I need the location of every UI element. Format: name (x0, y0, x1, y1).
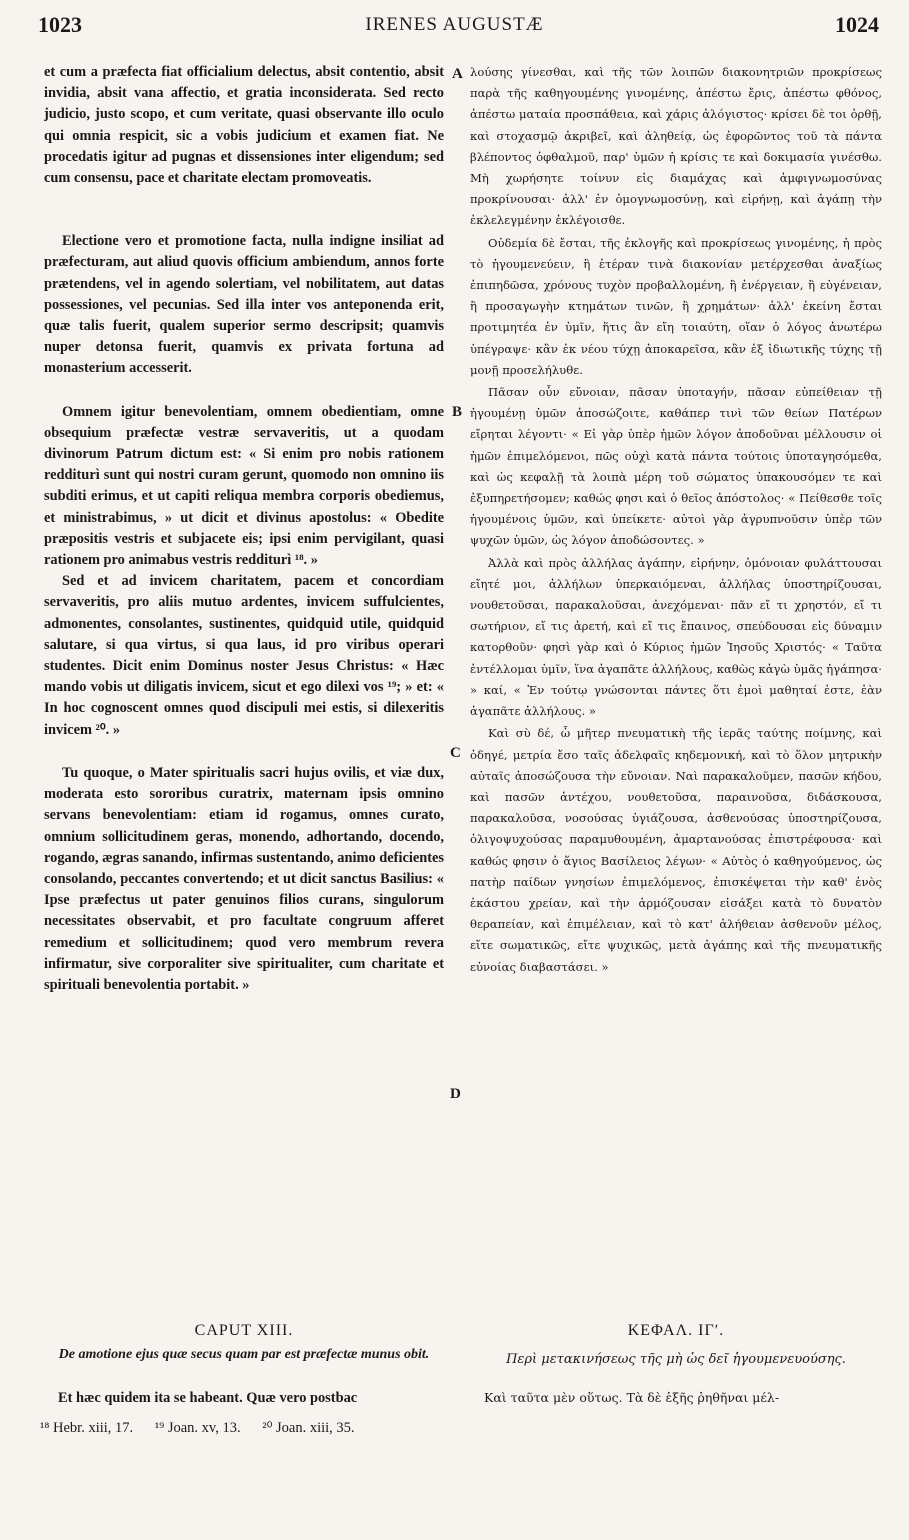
greek-chapter-subtitle: Περὶ μετακινήσεως τῆς μὴ ὡς δεῖ ἡγουμενευούσης. (506, 1352, 846, 1367)
page-header (0, 8, 909, 42)
latin-paragraph-5: Tu quoque, o Mater spiritualis sacri hujus ovilis, et viæ dux, moderata esto sororibus curatrix, maternam ipsis omnino servans benevolentiam: etiam id rogamus, omnes curato, omnium sollicitudinem geras, monendo, adhortando, docendo, rogando, ægras sanando, infirmas sustentando, animo deficientes consolando, peccantes convertendo; et ut dicit sanctus Basilius: « Ipse præfectus ut pater genuinos filios curans, singulorum necessitates observabit, et pro facultate congruum afferet remedium et sollicitudinem; quod vero membrum revera infirmatur, sive corporaliter sive spiritualiter, cum charitate et spirituali benevolentia portabit. » (44, 764, 444, 993)
running-title: IRENES AUGUSTÆ (365, 14, 544, 35)
greek-continuation-line: Καὶ ταῦτα μὲν οὕτως. Τὰ δὲ ἑξῆς ῥηθῆναι μέλ- (484, 1390, 780, 1405)
footnotes (40, 1420, 480, 1437)
greek-column (470, 62, 882, 1407)
footnote-20: ²⁰ Joan. xiii, 35. (262, 1420, 355, 1436)
latin-paragraph-1: et cum a præfecta fiat officialium delectus, absit contentio, absit invidia, absit vana affectio, et gratia inconsiderata. Sed recto judicio, justo scopo, et cum veritate, quasi observante illo oculo qui omnia respicit, sic a vobis judicium et examen fiat. Ne procedatis igitur ad pugnas et dissensiones inter eligendum; sed cum consensu, pace et charitate electam promoveatis. (44, 64, 444, 187)
footnote-18: ¹⁸ Hebr. xiii, 17. (40, 1420, 134, 1436)
margin-letter-b: B (452, 404, 463, 420)
footnote-19: ¹⁹ Joan. xv, 13. (154, 1420, 241, 1436)
margin-letter-d: D (450, 1086, 461, 1102)
page-number-right: 1024 (835, 12, 879, 37)
greek-chapter-heading: ΚΕΦΑΛ. ΙΓʹ. (627, 1322, 725, 1339)
greek-paragraph-4: Ἀλλὰ καὶ πρὸς ἀλλήλας ἀγάπην, εἰρήνην, ὁμόνοιαν φυλάττουσαι εἴητέ μοι, ἀλλήλων ὑπερκαιόμεναι, ἀλλήλας ὑποστηρίζουσαι, νουθετοῦσαι, παρακαλοῦσαι, ἀνεχόμεναι· πᾶν εἴ τι χρηστόν, εἴ τι σωτήριον, εἴ τις ἀρετή, καὶ εἴ τις ἔπαινος, σπεύδουσαι εἰς δύναμιν κατορθοῦν· φησὶ γὰρ καὶ ὁ Κύριος ἡμῶν Ἰησοῦς Χριστός· « Ταῦτα ἐντέλλομαι ὑμῖν, ἵνα ἀγαπᾶτε ἀλλήλους, καθὼς κἀγὼ ὑμᾶς ἠγάπησα· » καί, « Ἐν τούτῳ γνώσονται πάντες ὅτι ἐμοὶ μαθηταί ἐστε, ἐὰν ἀγαπᾶτε ἀλλήλους. » (470, 555, 882, 719)
margin-letter-c: C (450, 745, 461, 761)
greek-paragraph-1: λούσης γίνεσθαι, καὶ τῆς τῶν λοιπῶν διακονητριῶν προκρίσεως παρὰ τῆς καθηγουμένης γινομένης, ἀπέστω ἔρις, ἀπέστω φθόνος, ἀπέστω ματαία προσπάθεια, καὶ χάρις ἀλόγιστος· κρίσει δὲ τοι ὀρθῇ, καὶ στοχασμῷ ἀκριβεῖ, καὶ ἀληθείᾳ, ὡς ἐφορῶντος τοῦ τὰ πάντα βλέποντος ὀφθαλμοῦ, παρ' ὑμῶν ἡ κρίσις τε καὶ δοκιμασία γινέσθω. Μὴ χωρήσητε τοίνυν εἰς διαμάχας καὶ ἀμφιγνωμοσύνας προκρίνουσαι· ἀλλ' ἐν ὁμογνωμοσύνῃ, καὶ εἰρήνῃ, καὶ ἀγάπῃ τὴν ἐκλελεγμένην ἐκλέγοισθε. (470, 65, 882, 228)
margin-letter-a: A (452, 66, 463, 82)
greek-paragraph-5: Καὶ σὺ δέ, ὦ μῆτερ πνευματικὴ τῆς ἱερᾶς ταύτης ποίμνης, καὶ ὁδηγέ, μετρία ἔσο ταῖς ἀδελφαῖς κηδεμονική, καὶ τὸ ὅλον μητρικὴν αὐταῖς ἀποσώζουσα τὴν εὔνοιαν. Ναὶ παρακαλοῦμεν, πασῶν κήδου, καὶ πασῶν ἀντέχου, νουθετοῦσα, παραινοῦσα, διδάσκουσα, παρακαλοῦσα, νοσούσας ὑγιάζουσα, ἀσθενούσας ὑποστηρίζουσα, ὀλιγοψυχούσας παραμυθουμένη, ἁμαρτανούσας ἐπιστρέφουσα· καὶ καθώς φησιν ὁ ἅγιος Βασίλειος λέγων· « Αὐτὸς ὁ καθηγούμενος, ὡς πατὴρ παίδων γνησίων ἐπιμελόμενος, ἐπισκέψεται τὴν καθ' ἑνὸς ἑκάστου χρείαν, καὶ τὴν ἁρμόζουσαν εἰσάξει κατὰ τὸ δυνατὸν θεραπείαν, καὶ ἐπιμέλειαν, καὶ τὸ κατ' ἀλήθειαν ἀσθενοῦν μέλος, εἴτε σωματικῶς, εἴτε ψυχικῶς, μετὰ ἀγάπης καὶ τῆς πνευματικῆς εὐνοίας διαβαστάσει. » (470, 726, 882, 974)
latin-paragraph-4: Sed et ad invicem charitatem, pacem et concordiam servaveritis, pro aliis mutuo ardentes, invicem suffulcientes, admonentes, consolantes, sustinentes, quidquid utile, quidquid salutare, si qua virtus, si qua laus, id pro viribus operari studentes. Dicit enim Dominus noster Jesus Christus: « Hæc mando vobis ut diligatis invicem, sicut et ego dilexi vos ¹⁹; » et: « In hoc cognoscent omnes quod discipuli mei estis, si dilexeritis invicem ²⁰. » (44, 573, 444, 738)
latin-continuation-line: Et hæc quidem ita se habeant. Quæ vero postbac (58, 1390, 358, 1406)
latin-paragraph-2: Electione vero et promotione facta, nulla indigne insiliat ad præfecturam, aut aliud quovis officium ambiendum, annos forte prætendens, vel in agendo solertiam, vel nobilitatem, aut datas possessiones, vel pecunias. Sed illa inter vos anteponenda erit, quæ talis fuerit, qualem superior sermo descripsit; quamvis nuper detonsa fuerit, quamvis ex privata fortuna ad monasterium accesserit. (44, 233, 444, 377)
latin-chapter-subtitle: De amotione ejus quæ secus quam par est præfectæ munus obit. (58, 1347, 430, 1362)
latin-chapter-heading: CAPUT XIII. (194, 1322, 294, 1339)
latin-column (44, 62, 444, 1407)
greek-paragraph-3: Πᾶσαν οὖν εὔνοιαν, πᾶσαν ὑποταγήν, πᾶσαν εὐπείθειαν τῇ ἡγουμένῃ ὑμῶν ἀποσώζοιτε, καθάπερ τινὶ τῶν θείων Πατέρων εἴρηται λέγοντι· « Εἰ γὰρ ὑπὲρ ἡμῶν λόγον ἀποδοῦναι μέλλουσιν οἱ ἡμῶν ἐπιμελόμενοι, πῶς οὐχὶ κατὰ πάντα τούτοις ὑποταγησόμεθα, καὶ ὡς κεφαλῇ τὰ λοιπὰ μέρη τοῦ σώματος ὑπακουσόμεν τε καὶ ἐξυπηρετήσομεν; καθώς φησι καὶ ὁ θεῖος ἀπόστολος· « Πείθεσθε τοῖς ἡγουμένοις ὑμῶν, καὶ ὑπείκετε· αὐτοὶ γὰρ ἀγρυπνοῦσιν ὑπὲρ τῶν ψυχῶν ὑμῶν, ὡς λόγον ἀποδώσοντες. » (470, 385, 882, 548)
greek-paragraph-2: Οὐδεμία δὲ ἔσται, τῆς ἐκλογῆς καὶ προκρίσεως γινομένης, ἡ πρὸς τὸ ἡγουμενεύειν, ἢ ἑτέραν τινὰ διακονίαν μετέρχεσθαι ἀναξίως ἐπιπηδῶσα, χρόνους τυχὸν προβαλλομένη, ἢ ἐνέργειαν, ἢ εὐγένειαν, ἢ προσαγωγὴν κτημάτων τινῶν, ἢ χρημάτων· ἀλλ' ἐκείνη ἔσται προτιμητέα ἐν ὑμῖν, ἥτις ἂν εἴη τοιαύτη, οἵαν ὁ λόγος ἀνωτέρω ὑπέγραψε· κἂν ἐκ νέου τύχῃ ἀποκαρεῖσα, κἂν ἐξ ἰδιωτικῆς τύχης τῇ μονῇ προσελήλυθε. (470, 235, 882, 377)
latin-paragraph-3: Omnem igitur benevolentiam, omnem obedientiam, omne obsequium præfectæ vestræ servaveritis, ut a quodam divinorum Patrum dictum est: « Si enim pro nobis rationem redditurì sunt qui nostri curam gerunt, quomodo non omnino iis subditi erimus, et ut capiti reliqua membra corporis obediemus, et ministrabimus, » ut dicit et divinus apostolus: « Obedite præpositis vestris et subjacete eis; ipsi enim pervigilant, quasi rationem pro animabus vestris redditurì ¹⁸. » (44, 403, 444, 569)
page-number-left: 1023 (38, 12, 82, 37)
